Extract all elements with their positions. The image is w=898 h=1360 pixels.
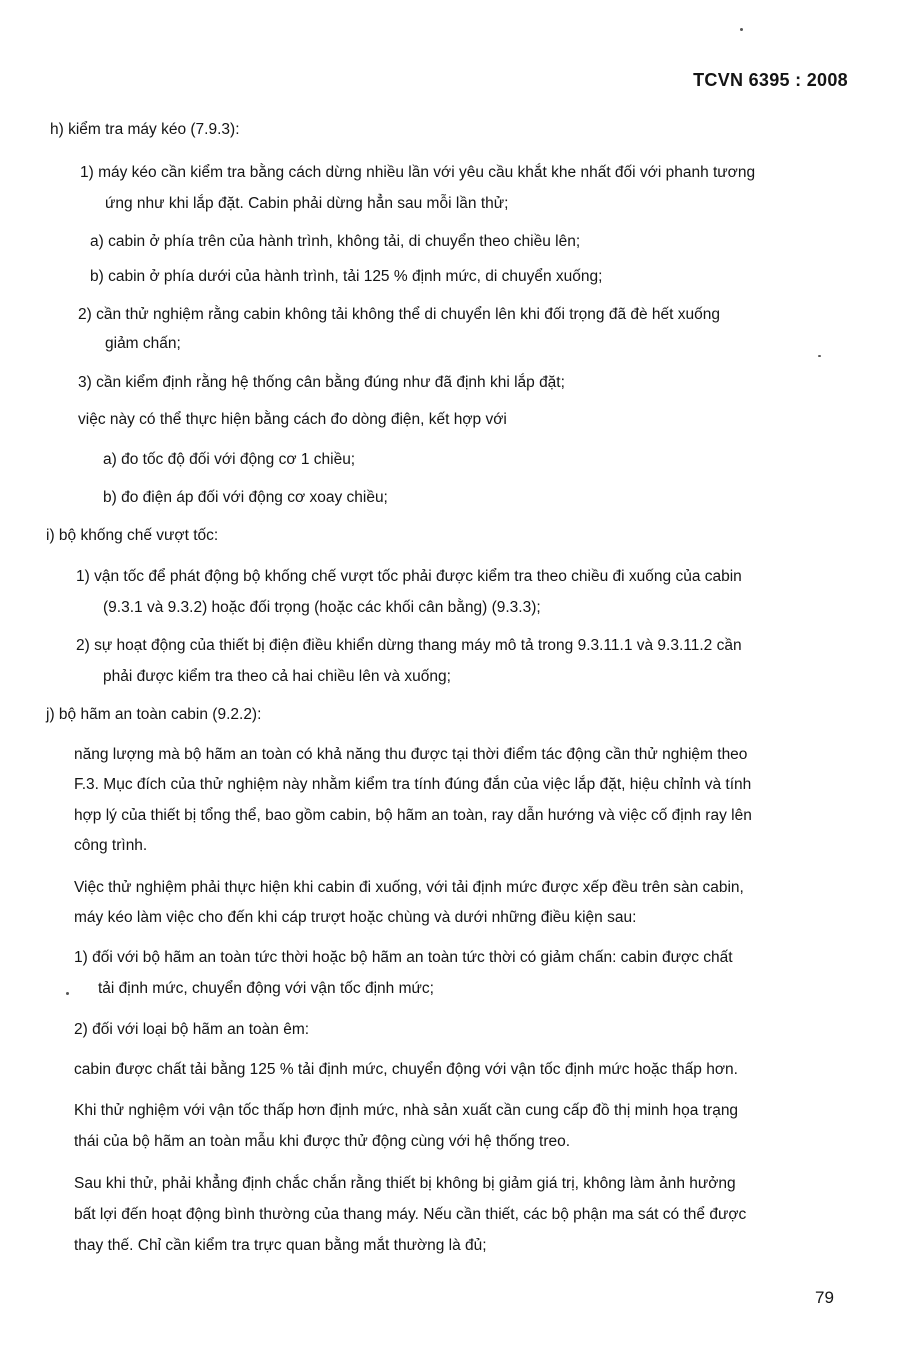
text-line: a) cabin ở phía trên của hành trình, không tải, di chuyển theo chiều lên; [90, 233, 581, 250]
scan-speck [66, 992, 69, 995]
text-line: a) đo tốc độ đối với động cơ 1 chiều; [103, 451, 356, 468]
text-line: Việc thử nghiệm phải thực hiện khi cabin đi xuống, với tải định mức được xếp đều trên sàn cabin, [74, 879, 744, 896]
standard-code: TCVN 6395 : 2008 [693, 70, 848, 90]
text-line: h) kiểm tra máy kéo (7.9.3): [50, 121, 240, 138]
text-line: máy kéo làm việc cho đến khi cáp trượt hoặc chùng và dưới những điều kiện sau: [74, 909, 637, 926]
text-line: hợp lý của thiết bị tổng thể, bao gồm cabin, bộ hãm an toàn, ray dẫn hướng và việc cố định ray lên [74, 807, 752, 824]
text-line: 2) sự hoạt động của thiết bị điện điều khiển dừng thang máy mô tả trong 9.3.11.1 và 9.3.11.2 cần [76, 637, 742, 654]
text-line: 1) vận tốc để phát động bộ khống chế vượt tốc phải được kiểm tra theo chiều đi xuống của cabin [76, 568, 742, 585]
text-line: b) đo điện áp đối với động cơ xoay chiều; [103, 489, 388, 506]
text-line: cabin được chất tải bằng 125 % tải định mức, chuyển động với vận tốc định mức hoặc thấp hơn. [74, 1061, 738, 1078]
text-line: thái của bộ hãm an toàn mẫu khi được thử động cùng với hệ thống treo. [74, 1133, 571, 1150]
text-line: 2) cần thử nghiệm rằng cabin không tải không thể di chuyển lên khi đối trọng đã đè hết xuống [78, 306, 721, 323]
text-line: 3) cần kiểm định rằng hệ thống cân bằng đúng như đã định khi lắp đặt; [78, 374, 565, 391]
text-line: giảm chấn; [105, 335, 181, 352]
text-line: b) cabin ở phía dưới của hành trình, tải 125 % định mức, di chuyển xuống; [90, 268, 603, 285]
text-line: Sau khi thử, phải khẳng định chắc chắn rằng thiết bị không bị giảm giá trị, không làm ảnh hưởng [74, 1175, 736, 1192]
text-line: 2) đối với loại bộ hãm an toàn êm: [74, 1021, 310, 1038]
text-line: tải định mức, chuyển động với vận tốc định mức; [98, 980, 434, 997]
text-line: ứng như khi lắp đặt. Cabin phải dừng hẳn sau mỗi lần thử; [105, 195, 509, 212]
text-line: việc này có thể thực hiện bằng cách đo dòng điện, kết hợp với [78, 411, 507, 428]
scan-speck [740, 28, 743, 31]
text-line: phải được kiểm tra theo cả hai chiều lên và xuống; [103, 668, 451, 685]
text-line: (9.3.1 và 9.3.2) hoặc đối trọng (hoặc các khối cân bằng) (9.3.3); [103, 599, 541, 616]
text-line: thay thế. Chỉ cần kiểm tra trực quan bằng mắt thường là đủ; [74, 1237, 487, 1254]
text-line: Khi thử nghiệm với vận tốc thấp hơn định mức, nhà sản xuất cần cung cấp đồ thị minh họa trạng [74, 1102, 739, 1119]
text-line: bất lợi đến hoạt động bình thường của thang máy. Nếu cần thiết, các bộ phận ma sát có thể được [74, 1206, 747, 1223]
page-number: 79 [815, 1288, 834, 1307]
text-line: 1) máy kéo cần kiểm tra bằng cách dừng nhiều lần với yêu cầu khắt khe nhất đối với phanh tương [80, 164, 756, 181]
text-line: i) bộ khống chế vượt tốc: [46, 527, 219, 544]
text-line: năng lượng mà bộ hãm an toàn có khả năng thu được tại thời điểm tác động cần thử nghiệm theo [74, 746, 748, 763]
text-line: F.3. Mục đích của thử nghiệm này nhằm kiểm tra tính đúng đắn của việc lắp đặt, hiệu chỉnh và tính [74, 776, 752, 793]
text-line: j) bộ hãm an toàn cabin (9.2.2): [46, 706, 262, 723]
text-line: 1) đối với bộ hãm an toàn tức thời hoặc bộ hãm an toàn tức thời có giảm chấn: cabin được chất [74, 949, 733, 966]
text-line: công trình. [74, 837, 148, 854]
scan-speck [818, 355, 821, 357]
